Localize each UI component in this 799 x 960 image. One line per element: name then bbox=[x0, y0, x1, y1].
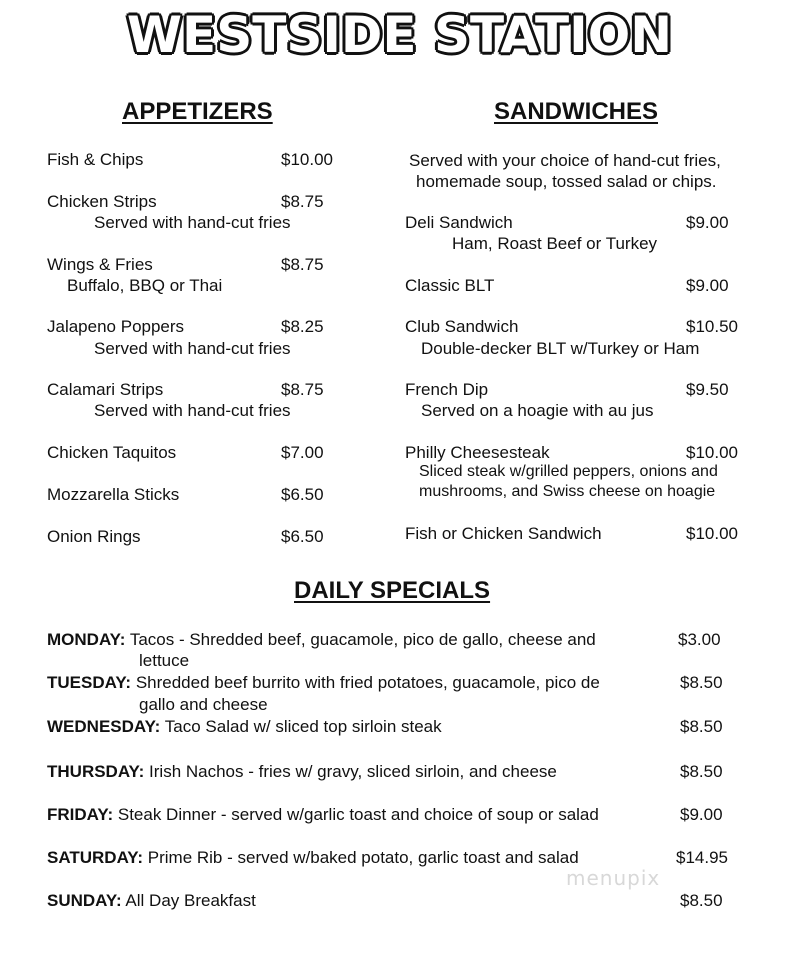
special-line bbox=[47, 717, 442, 737]
sandwiches-intro: Served with your choice of hand-cut fries, bbox=[409, 151, 721, 170]
special-description: Taco Salad w/ sliced top sirloin steak bbox=[164, 717, 442, 736]
appetizers-heading: APPETIZERS bbox=[122, 98, 273, 125]
special-price: $8.50 bbox=[680, 717, 723, 736]
item-name: Philly Cheesesteak bbox=[405, 443, 550, 462]
item-description: Served on a hoagie with au jus bbox=[421, 401, 654, 420]
sandwiches-heading: SANDWICHES bbox=[494, 98, 659, 125]
special-line bbox=[47, 848, 579, 868]
item-name: Mozzarella Sticks bbox=[47, 485, 180, 504]
item-name: Calamari Strips bbox=[47, 380, 164, 399]
item-price: $8.75 bbox=[281, 192, 324, 211]
special-description: lettuce bbox=[139, 651, 190, 670]
item-name: Onion Rings bbox=[47, 527, 141, 546]
item-price: $6.50 bbox=[281, 527, 324, 546]
restaurant-title: WESTSIDE STATION bbox=[126, 6, 673, 64]
item-name: Deli Sandwich bbox=[405, 213, 513, 232]
special-description: gallo and cheese bbox=[139, 695, 268, 714]
special-day: WEDNESDAY: bbox=[47, 717, 161, 736]
item-description: Served with hand-cut fries bbox=[94, 339, 291, 358]
special-day: SATURDAY: bbox=[47, 848, 144, 867]
item-description: Served with hand-cut fries bbox=[94, 401, 291, 420]
item-price: $7.00 bbox=[281, 443, 324, 462]
special-price: $8.50 bbox=[680, 762, 723, 781]
item-description: Sliced steak w/grilled peppers, onions and bbox=[419, 463, 718, 480]
item-name: Classic BLT bbox=[405, 276, 495, 295]
item-name: French Dip bbox=[405, 380, 489, 399]
watermark: menupix bbox=[566, 866, 661, 890]
special-price: $8.50 bbox=[680, 891, 723, 910]
item-price: $8.75 bbox=[281, 255, 324, 274]
special-day: FRIDAY: bbox=[47, 805, 114, 824]
special-day: THURSDAY: bbox=[47, 762, 145, 781]
item-price: $9.00 bbox=[686, 213, 729, 232]
item-price: $8.75 bbox=[281, 380, 324, 399]
special-day: SUNDAY: bbox=[47, 891, 122, 910]
item-description: mushrooms, and Swiss cheese on hoagie bbox=[419, 483, 716, 500]
item-price: $9.00 bbox=[686, 276, 729, 295]
item-name: Jalapeno Poppers bbox=[47, 317, 185, 336]
special-description: Shredded beef burrito with fried potatoes, guacamole, pico de bbox=[135, 673, 600, 692]
special-day: MONDAY: bbox=[47, 630, 126, 649]
item-price: $10.50 bbox=[686, 317, 738, 336]
special-price: $3.00 bbox=[678, 630, 721, 649]
special-price: $9.00 bbox=[680, 805, 723, 824]
special-day: TUESDAY: bbox=[47, 673, 132, 692]
special-price: $8.50 bbox=[680, 673, 723, 692]
item-price: $10.00 bbox=[686, 524, 738, 543]
special-line bbox=[47, 673, 600, 693]
item-name: Wings & Fries bbox=[47, 255, 153, 274]
special-line bbox=[47, 630, 596, 650]
special-line bbox=[47, 762, 557, 782]
sandwiches-intro: homemade soup, tossed salad or chips. bbox=[416, 172, 717, 191]
item-description: Served with hand-cut fries bbox=[94, 213, 291, 232]
item-name: Club Sandwich bbox=[405, 317, 519, 336]
special-line bbox=[47, 805, 599, 825]
item-name: Fish & Chips bbox=[47, 150, 144, 169]
item-name: Fish or Chicken Sandwich bbox=[405, 524, 602, 543]
item-name: Chicken Strips bbox=[47, 192, 157, 211]
special-description: Prime Rib - served w/baked potato, garlic toast and salad bbox=[147, 848, 579, 867]
daily-specials-heading: DAILY SPECIALS bbox=[294, 577, 491, 604]
item-description: Buffalo, BBQ or Thai bbox=[67, 276, 223, 295]
special-line bbox=[47, 891, 256, 911]
special-description: All Day Breakfast bbox=[125, 891, 256, 910]
special-description: Steak Dinner - served w/garlic toast and choice of soup or salad bbox=[117, 805, 599, 824]
special-description: Tacos - Shredded beef, guacamole, pico de gallo, cheese and bbox=[129, 630, 596, 649]
item-price: $10.00 bbox=[686, 443, 738, 462]
item-price: $8.25 bbox=[281, 317, 324, 336]
item-description: Ham, Roast Beef or Turkey bbox=[452, 234, 658, 253]
item-price: $6.50 bbox=[281, 485, 324, 504]
item-price: $10.00 bbox=[281, 150, 333, 169]
item-description: Double-decker BLT w/Turkey or Ham bbox=[421, 339, 700, 358]
special-description: Irish Nachos - fries w/ gravy, sliced sirloin, and cheese bbox=[149, 762, 557, 781]
special-price: $14.95 bbox=[676, 848, 728, 867]
item-name: Chicken Taquitos bbox=[47, 443, 177, 462]
item-price: $9.50 bbox=[686, 380, 729, 399]
